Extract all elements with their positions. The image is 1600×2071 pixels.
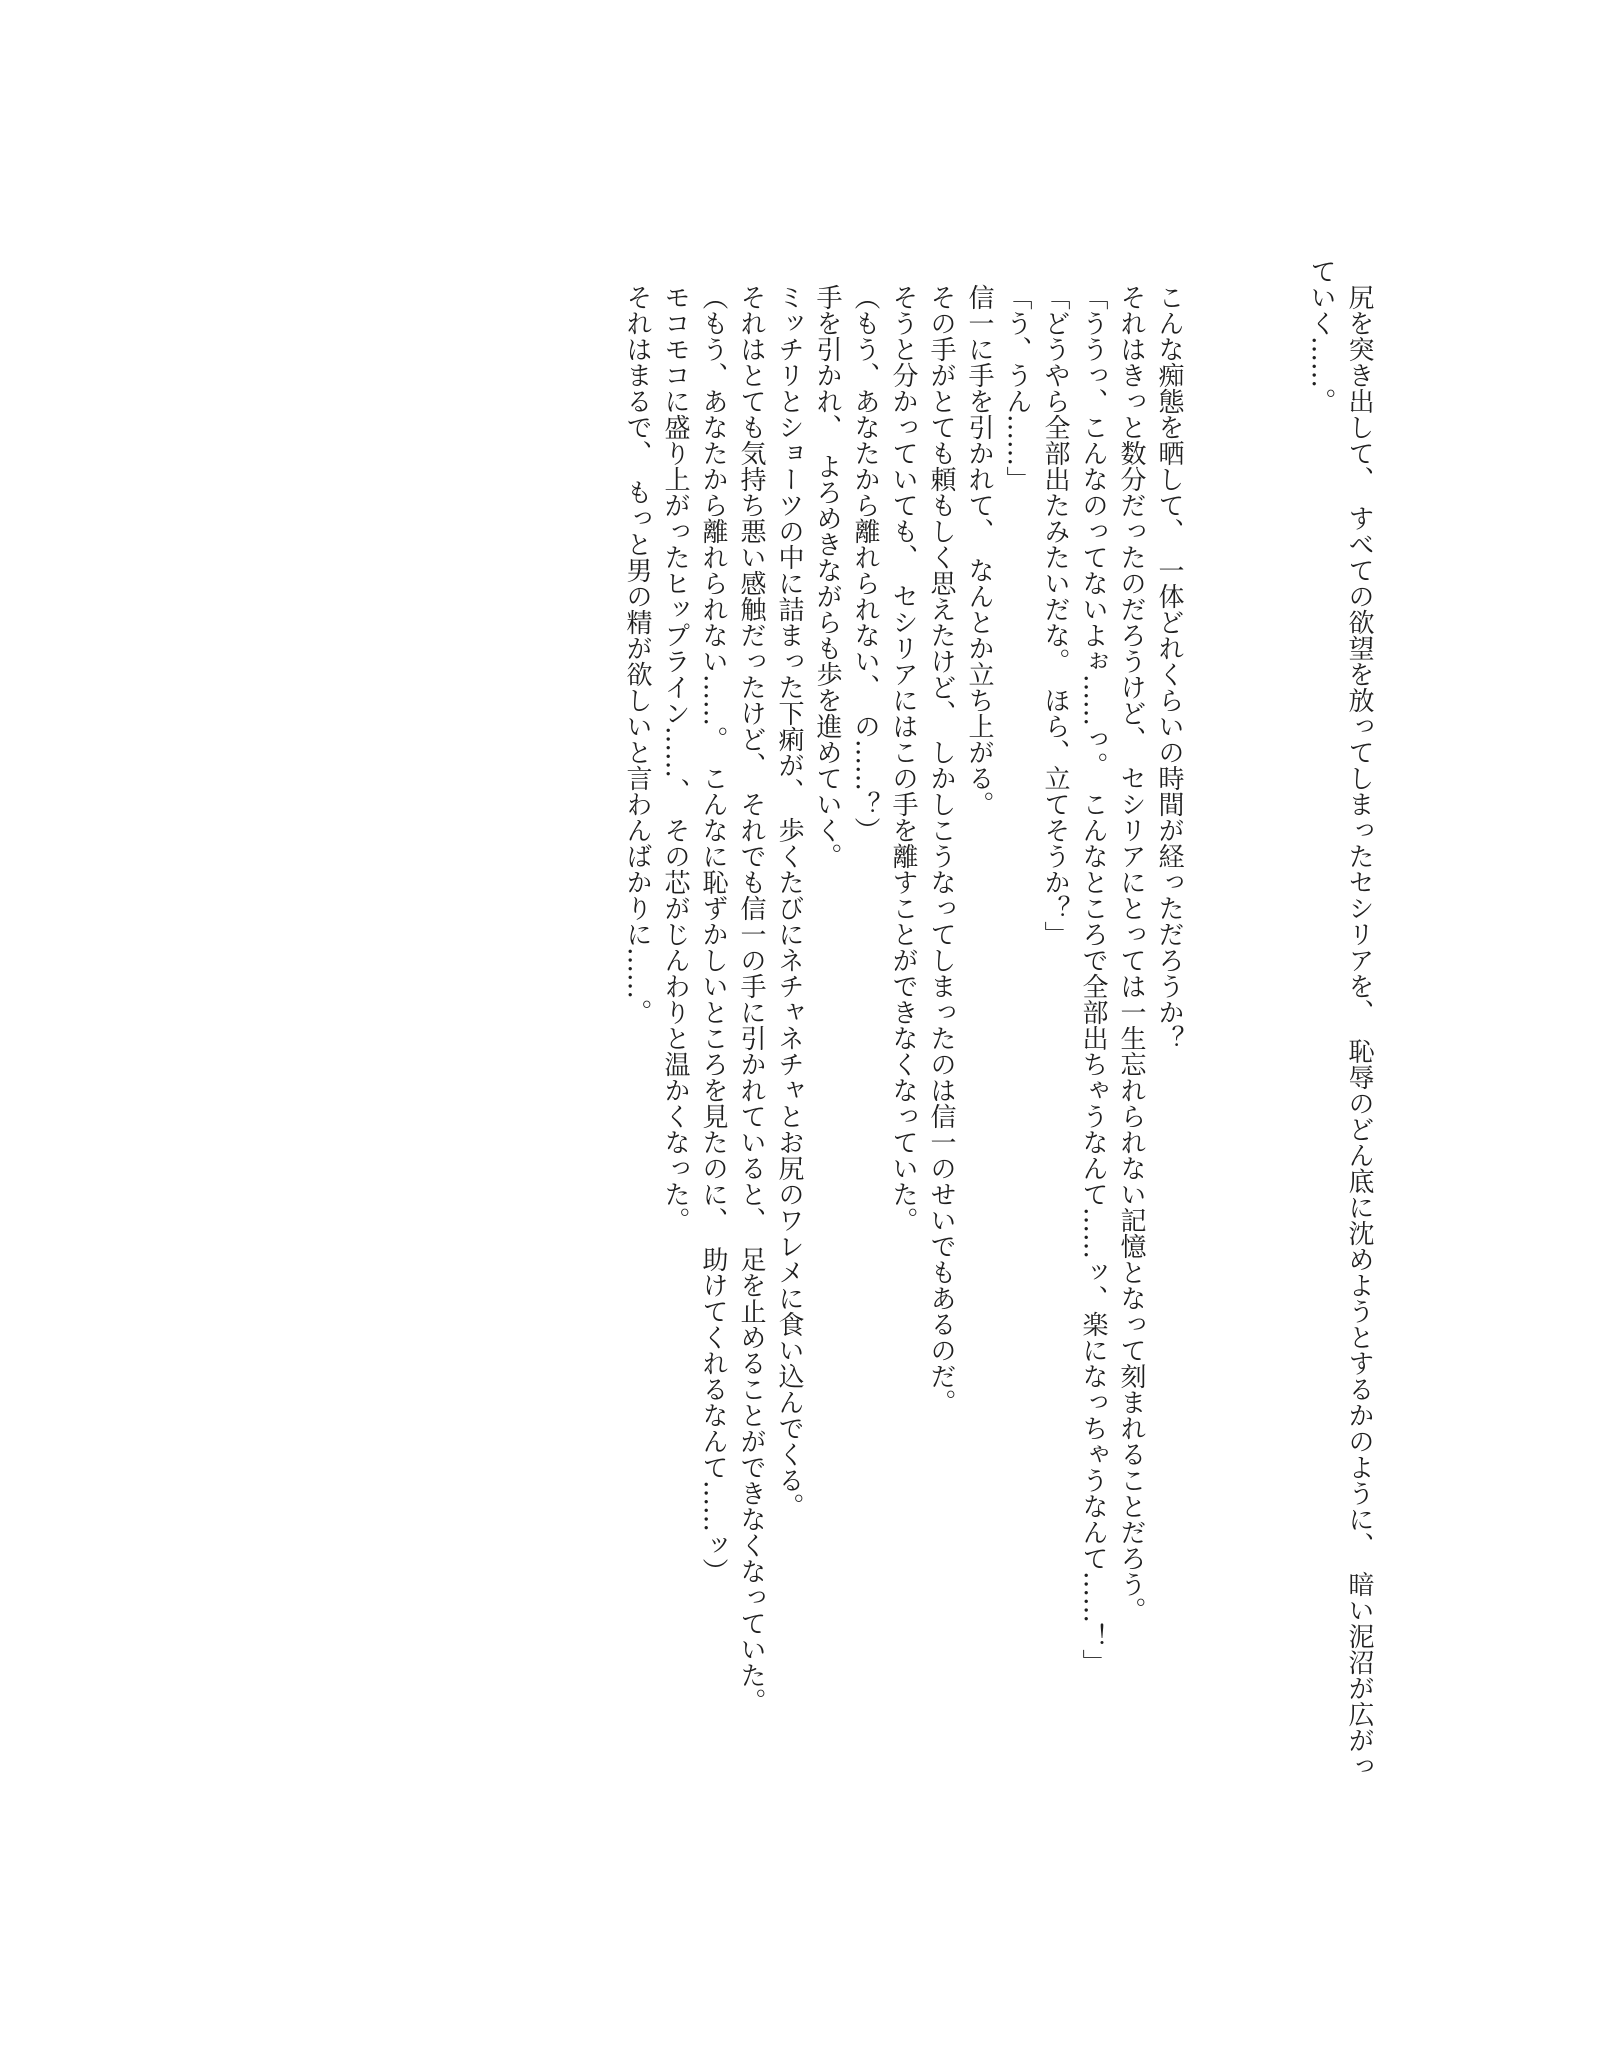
paragraph: そうと分かっていても、 セシリアにはこの手を離すことができなくなっていた。 bbox=[888, 284, 918, 1233]
paragraph: モコモコに盛り上がったヒップライン……、 その芯がじんわりと温かくなった。 bbox=[660, 284, 690, 1233]
paragraph: ミッチリとショーツの中に詰まった下痢が、 歩くたびにネチャネチャとお尻のワレメに食い込んでくる。 bbox=[774, 284, 804, 1519]
paragraph: それはまるで、 もっと男の精が欲しいと言わんばかりに……。 bbox=[622, 284, 652, 1025]
paragraph: こんな痴態を晒して、 一体どれくらいの時間が経っただろうか？ bbox=[1154, 284, 1184, 1051]
paragraph: 手を引かれ、 よろめきながらも歩を進めていく。 bbox=[812, 284, 842, 869]
paragraph: （もう、あなたから離れられない……。 こんなに恥ずかしいところを見たのに、 助けてくれるなんて……ッ） bbox=[698, 284, 728, 1584]
paragraph: 「どうやら全部出たみたいだな。 ほら、立てそうか？」 bbox=[1040, 284, 1070, 947]
paragraph: その手がとても頼もしく思えたけど、 しかしこうなってしまったのは信一のせいでもあるのだ。 bbox=[926, 284, 956, 1415]
vertical-text-block bbox=[618, 258, 1378, 1788]
paragraph: 「ううっ、こんなのってないよぉ……っ。 こんなところで全部出ちゃうなんて……ッ、楽になっちゃうなんて……！」 bbox=[1078, 284, 1108, 1675]
paragraph: それはきっと数分だったのだろうけど、 セシリアにとっては一生忘れられない記憶となって刻まれることだろう。 bbox=[1116, 284, 1146, 1623]
paragraph: （もう、あなたから離れられない、 の……？） bbox=[850, 284, 880, 843]
paragraph: 尻を突き出して、 すべての欲望を放ってしまったセシリアを、 恥辱のどん底に沈めようとするかのように、 暗い泥沼が広がっていく……。 bbox=[1306, 258, 1374, 1779]
paragraph: それはとても気持ち悪い感触だったけど、 それでも信一の手に引かれていると、 足を止めることができなくなっていた。 bbox=[736, 284, 766, 1714]
paragraph: 信一に手を引かれて、 なんとか立ち上がる。 bbox=[964, 284, 994, 817]
paragraph: 「う、うん……」 bbox=[1002, 284, 1032, 492]
